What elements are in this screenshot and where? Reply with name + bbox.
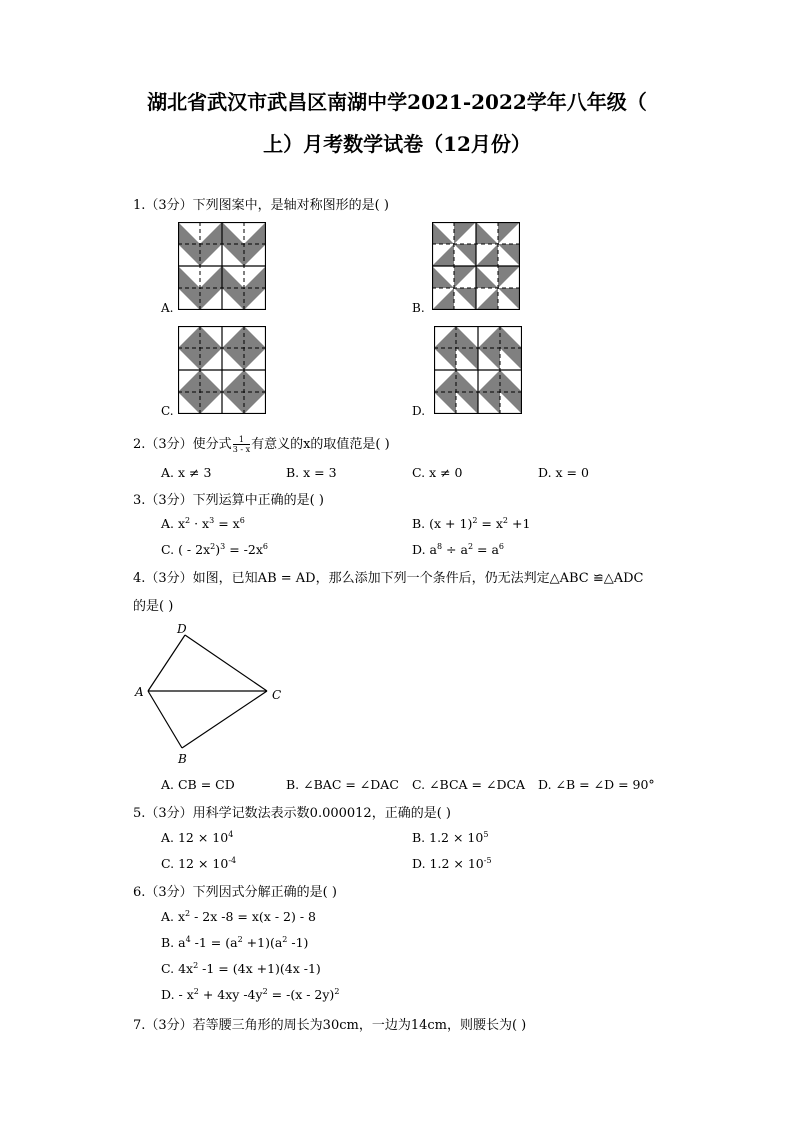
q2-option-c: C. x ≠ 0 (412, 465, 463, 480)
q5-option-a: A. $12 \times 10^4$ (161, 830, 234, 845)
q4-triangle-figure (130, 618, 295, 773)
q3-option-b: B. $(x + 1)^2 = x^2 +1$ (412, 516, 531, 531)
q3-option-a: A. $x^2 \cdot x^3 = x^6$ (161, 516, 245, 531)
question-1-stem: 1.（3分）下列图案中，是轴对称图形的是( ) (133, 198, 389, 213)
q6-option-a: A. $x^2 - 2x$ -8 = x(x - 2) - 8 (161, 909, 316, 924)
q2-fraction-denominator: 3 - x (232, 445, 251, 454)
q5-option-d: D. $1.2 \times 10^{-5}$ (412, 856, 492, 871)
q6-option-c: C. $4x^2$ -1 = (4x +1)(4x -1) (161, 961, 321, 976)
q1-option-a-label: A. (161, 301, 174, 315)
q1-option-d-label: D. (412, 404, 426, 418)
q4-option-a: A. CB = CD (161, 777, 235, 792)
q2-stem-prefix: 2.（3分）使分式 (133, 437, 232, 452)
q4-point-a-label: A (135, 685, 144, 699)
q1-option-a-pattern (178, 222, 266, 310)
question-3-stem: 3.（3分）下列运算中正确的是( ) (133, 493, 324, 508)
q1-option-b-label: B. (412, 301, 425, 315)
q2-option-d: D. x = 0 (538, 465, 589, 480)
exam-title-line-2: 上）月考数学试卷（12月份） (263, 132, 531, 156)
q4-option-d: D. ∠B = ∠D = 90° (538, 777, 655, 792)
q4-point-d-label: D (177, 622, 187, 636)
q3-option-d: D. $a^8 \div a^2 = a^6$ (412, 542, 505, 557)
q1-option-d-pattern (434, 326, 522, 414)
q6-option-d: D. - $x^2 + 4xy$ $-4y^2 = -(x - 2y)^2$ (161, 987, 340, 1002)
q1-option-b-pattern (432, 222, 520, 310)
question-6-stem: 6.（3分）下列因式分解正确的是( ) (133, 885, 337, 900)
q5-option-c: C. $12 \times 10^{-4}$ (161, 856, 237, 871)
question-7-stem: 7.（3分）若等腰三角形的周长为30cm，一边为14cm，则腰长为( ) (133, 1018, 527, 1033)
q6-option-b: B. $a^4$ $-1 = (a^2 +1)(a^2$ -1) (161, 935, 309, 950)
q5-option-b: B. $1.2 \times 10^5$ (412, 830, 489, 845)
exam-title-line-1: 湖北省武汉市武昌区南湖中学2021-2022学年八年级（ (147, 90, 647, 114)
q1-option-c-pattern (178, 326, 266, 414)
q2-option-a: A. x ≠ 3 (161, 465, 212, 480)
question-4-stem-line-1: 4.（3分）如图，已知AB = AD，那么添加下列一个条件后，仍无法判定△ABC ≌△ADC (133, 571, 644, 586)
question-2-stem (133, 433, 390, 454)
question-4-stem-line-2: 的是( ) (133, 599, 174, 614)
question-5-stem: 5.（3分）用科学记数法表示数0.000012，正确的是( ) (133, 806, 451, 821)
q3-option-c: C. ( - $2x^2)^3 = -2x^6$ (161, 542, 268, 557)
q4-point-b-label: B (178, 752, 187, 766)
q2-option-b: B. x = 3 (286, 465, 337, 480)
q2-stem-suffix: 有意义的x的取值范是( ) (251, 437, 390, 452)
q4-point-c-label: C (272, 688, 282, 702)
q4-option-c: C. ∠BCA = ∠DCA (412, 777, 526, 792)
q1-option-c-label: C. (161, 404, 174, 418)
q4-option-b: B. ∠BAC = ∠DAC (286, 777, 399, 792)
q2-fraction-numerator: 1 (233, 435, 250, 445)
q2-fraction (233, 435, 250, 454)
